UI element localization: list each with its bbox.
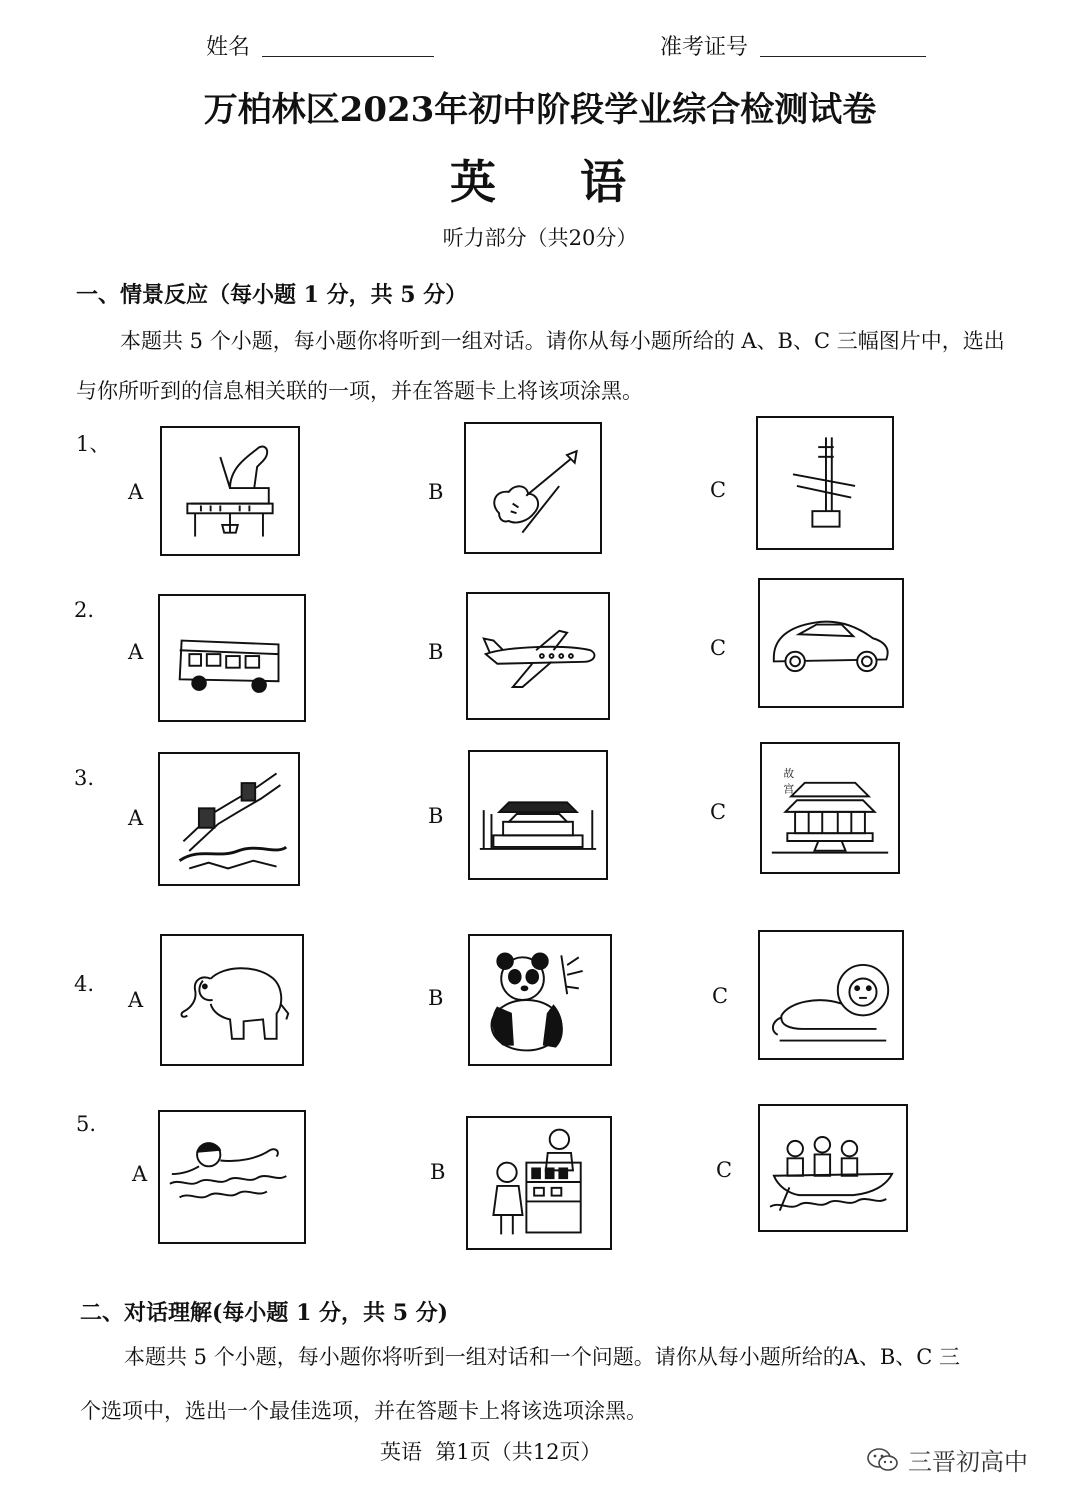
exam-id-field[interactable] [760,30,926,57]
piano-icon [162,428,298,554]
picture-option-4b[interactable] [468,934,612,1066]
section2-heading: 二、对话理解(每小题 1 分，共 5 分) [80,1300,449,1326]
picture-option-1b[interactable] [464,422,602,554]
question-number: 2. [74,598,95,622]
swimming-icon [160,1112,304,1242]
picture-option-1c[interactable] [756,416,894,550]
question-number: 3. [74,766,95,790]
picture-option-4c[interactable] [758,930,904,1060]
option-c-label: C [710,636,727,660]
section1-instruction-line2: 与你所听到的信息相关联的一项，并在答题卡上将该项涂黑。 [76,379,643,403]
picture-option-5a[interactable] [158,1110,306,1244]
wechat-icon [866,1446,900,1474]
picture-option-2a[interactable] [158,594,306,722]
boating-icon [760,1106,906,1230]
watermark-text: 三晋初高中 [908,1448,1028,1476]
option-c-label: C [710,800,727,824]
picture-option-5c[interactable] [758,1104,908,1232]
picture-option-2b[interactable] [466,592,610,720]
elephant-icon [162,936,302,1064]
name-label: 姓名 [206,35,251,60]
tiananmen-icon [470,752,606,878]
section2-instruction-line2: 个选项中，选出一个最佳选项，并在答题卡上将该选项涂黑。 [80,1399,647,1423]
picture-option-1a[interactable] [160,426,300,556]
option-a-label: A [132,1162,148,1186]
car-icon [760,580,902,706]
picture-option-3a[interactable] [158,752,300,886]
section1-heading: 一、情景反应（每小题 1 分，共 5 分） [76,282,468,308]
option-b-label: B [428,804,444,828]
page-footer: 英语 第1页（共12页） [380,1440,602,1464]
option-a-label: A [128,480,144,504]
lion-icon [760,932,902,1058]
question-number: 1、 [76,432,111,456]
exam-id-label: 准考证号 [660,35,749,60]
option-b-label: B [430,1160,446,1184]
panda-icon [470,936,610,1064]
section2-instruction-line1: 本题共 5 个小题，每小题你将听到一组对话和一个问题。请你从每小题所给的A、B、C 三 [124,1345,961,1369]
violin-icon [466,424,600,552]
watermark [866,1442,1028,1477]
palace-sign-char: 故 [783,766,795,780]
airplane-icon [468,594,608,718]
listening-subtitle: 听力部分（共20分） [442,226,638,250]
question-number: 5. [76,1112,97,1136]
picture-option-2c[interactable] [758,578,904,708]
option-b-label: B [428,986,444,1010]
erhu-icon [758,418,892,548]
option-b-label: B [428,640,444,664]
exam-title: 万柏林区2023年初中阶段学业综合检测试卷 [203,90,877,130]
option-a-label: A [128,640,144,664]
option-c-label: C [716,1158,733,1182]
option-a-label: A [128,806,144,830]
name-field[interactable] [262,30,434,57]
bus-icon [160,596,304,720]
shopping-icon [468,1118,610,1248]
palace-sign-char: 宫 [783,782,795,796]
picture-option-5b[interactable] [466,1116,612,1250]
picture-option-4a[interactable] [160,934,304,1066]
picture-option-3b[interactable] [468,750,608,880]
option-a-label: A [128,988,144,1012]
great-wall-icon [160,754,298,884]
option-c-label: C [712,984,729,1008]
section1-instruction-line1: 本题共 5 个小题，每小题你将听到一组对话。请你从每小题所给的 A、B、C 三幅图片中，选出 [120,329,1005,353]
palace-museum-icon [762,744,898,872]
picture-option-3c[interactable] [760,742,900,874]
subject-title: 英 语 [449,155,631,209]
option-b-label: B [428,480,444,504]
question-number: 4. [74,972,95,996]
option-c-label: C [710,478,727,502]
